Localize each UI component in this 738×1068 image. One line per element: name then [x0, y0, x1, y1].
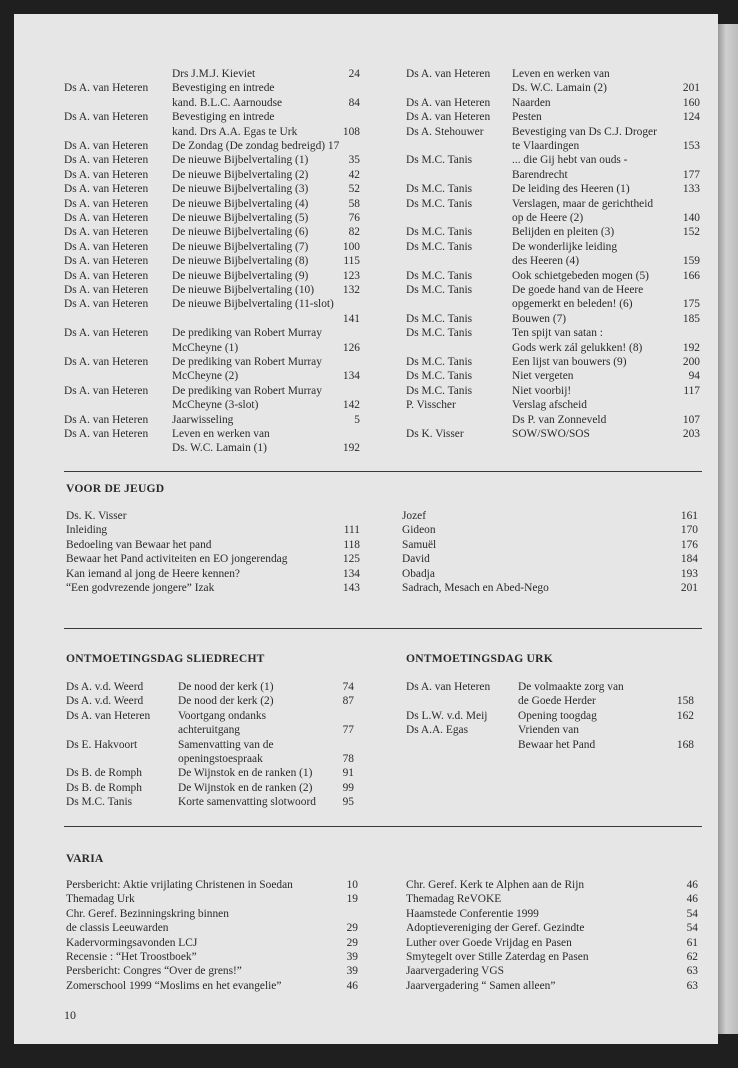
section-divider: [64, 826, 702, 827]
entry-page: 54: [686, 907, 698, 920]
entry-title: Zomerschool 1999 “Moslims en het evangelie”: [66, 979, 282, 992]
entry-title: Kadervormingsavonden LCJ: [66, 936, 198, 949]
entry-title: Ook schietgebeden mogen (5): [512, 269, 649, 282]
entry-title: Naarden: [512, 96, 551, 109]
entry-title: Bevestiging en intrede: [172, 82, 275, 95]
section-heading-jeugd: VOOR DE JEUGD: [66, 482, 165, 495]
entry-page: 170: [680, 524, 698, 537]
entry-title: De Zondag (De zondag bedreigd) 17: [172, 140, 340, 152]
entry-title: Een lijst van bouwers (9): [512, 356, 627, 368]
entry-title: Opening toogdag: [518, 709, 597, 722]
entry-page: 77: [342, 724, 354, 737]
entry-page: 87: [342, 695, 354, 708]
entry-author: Ds M.C. Tanis: [406, 269, 473, 282]
entry-title: Korte samenvatting slotwoord: [178, 796, 316, 809]
entry-title: Bouwen (7): [512, 312, 567, 325]
entry-title: McCheyne (2): [172, 370, 239, 383]
entry-title: Samuël: [402, 538, 437, 551]
entry-page: 124: [682, 111, 700, 124]
entry-title: De nood der kerk (2): [178, 695, 274, 708]
entry-author: Ds M.C. Tanis: [66, 796, 133, 809]
entry-title: Adoptievereniging der Geref. Gezindte: [406, 922, 585, 935]
entry-title: Leven en werken van: [172, 428, 270, 440]
entry-title: De nieuwe Bijbelvertaling (5): [172, 212, 309, 224]
entry-page: 176: [680, 538, 698, 551]
entry-author: Ds M.C. Tanis: [406, 183, 473, 196]
entry-title: De nieuwe Bijbelvertaling (9): [172, 269, 309, 282]
entry-author: Ds A. van Heteren: [64, 140, 149, 152]
entry-title: Leven en werken van: [512, 68, 610, 80]
entry-title: Obadja: [402, 567, 435, 580]
entry-title: Verslagen, maar de gerichtheid: [512, 197, 654, 210]
entry-author: Ds K. Visser: [406, 428, 464, 440]
entry-author: P. Visscher: [406, 399, 456, 412]
entry-author: Ds A. van Heteren: [64, 240, 149, 253]
entry-author: Ds A. van Heteren: [64, 428, 149, 440]
entry-author: Ds M.C. Tanis: [406, 327, 473, 340]
entry-title: de Goede Herder: [518, 695, 596, 708]
entry-title: De prediking van Robert Murray: [172, 384, 322, 397]
entry-page: 10: [346, 879, 358, 891]
entry-title: De nieuwe Bijbelvertaling (10): [172, 284, 315, 296]
entry-title: Chr. Geref. Bezinningskring binnen: [66, 907, 229, 920]
entry-author: Ds A. van Heteren: [66, 709, 151, 722]
entry-page: 24: [348, 68, 360, 80]
entry-page: 185: [682, 312, 700, 325]
entry-page: 159: [682, 255, 700, 268]
entry-title: Chr. Geref. Kerk te Alphen aan de Rijn: [406, 879, 585, 891]
entry-author: Ds A. van Heteren: [64, 255, 149, 268]
entry-author: Ds A. van Heteren: [406, 96, 491, 109]
entry-title: Ten spijt van satan :: [512, 327, 603, 340]
entry-title: Sadrach, Mesach en Abed-Nego: [402, 582, 549, 594]
entry-title: De nieuwe Bijbelvertaling (4): [172, 197, 309, 210]
entry-title: “Een godvrezende jongere” Izak: [66, 582, 215, 594]
entry-title: Jaarvergadering “ Samen alleen”: [406, 979, 556, 992]
entry-page: 94: [688, 370, 700, 383]
entry-page: 76: [348, 212, 360, 224]
entry-page: 29: [346, 936, 358, 949]
entry-title: Themadag ReVOKE: [406, 893, 502, 906]
entry-author: Ds A. van Heteren: [406, 681, 491, 693]
entry-title: kand. Drs A.A. Egas te Urk: [172, 125, 298, 138]
entry-page: 78: [342, 753, 354, 765]
section-divider: [64, 628, 702, 629]
entry-author: Ds M.C. Tanis: [406, 312, 473, 325]
entry-title: Bewaar het Pand activiteiten en EO jongerendag: [66, 553, 288, 566]
entry-author: Ds M.C. Tanis: [406, 356, 473, 368]
entry-author: Ds A. van Heteren: [64, 111, 149, 124]
entry-page: 35: [348, 154, 360, 167]
entry-page: 193: [680, 567, 698, 580]
entry-page: 91: [342, 767, 354, 780]
entry-page: 111: [343, 524, 360, 537]
entry-author: Ds A. van Heteren: [64, 82, 149, 95]
entry-title: De Wijnstok en de ranken (1): [178, 767, 313, 780]
entry-title: De goede hand van de Heere: [512, 284, 644, 296]
entry-page: 161: [680, 510, 698, 522]
entry-page: 82: [348, 226, 360, 239]
entry-title: De nieuwe Bijbelvertaling (6): [172, 226, 309, 239]
entry-title: de classis Leeuwarden: [66, 922, 169, 935]
entry-page: 192: [682, 341, 700, 354]
entry-page: 99: [342, 781, 354, 794]
entry-author: Ds A. v.d. Weerd: [66, 695, 144, 708]
entry-title: des Heeren (4): [512, 255, 580, 268]
entry-title: Pesten: [512, 111, 542, 124]
entry-page: 19: [346, 893, 358, 906]
entry-page: 46: [686, 893, 698, 906]
entry-page: 143: [342, 582, 360, 594]
entry-title: kand. B.L.C. Aarnoudse: [172, 96, 283, 109]
entry-title: Inleiding: [66, 524, 108, 537]
entry-title: De volmaakte zorg van: [518, 681, 624, 693]
entry-title: Smytegelt over Stille Zaterdag en Pasen: [406, 951, 589, 963]
entry-page: 42: [348, 168, 360, 181]
page-number: 10: [64, 1008, 76, 1022]
entry-page: 74: [342, 681, 354, 693]
entry-author: Ds B. de Romph: [66, 767, 142, 780]
entry-page: 200: [682, 356, 700, 368]
entry-title: Gideon: [402, 524, 436, 537]
entry-page: 134: [342, 370, 360, 383]
entry-title: Persbericht: Congres “Over de grens!”: [66, 965, 242, 978]
entry-title: Bevestiging en intrede: [172, 111, 275, 124]
entry-author: Ds A. van Heteren: [64, 154, 149, 167]
entry-author: Ds A. Stehouwer: [406, 125, 484, 138]
entry-page: 39: [346, 965, 358, 978]
entry-title: De prediking van Robert Murray: [172, 327, 322, 340]
entry-title: Ds. K. Visser: [66, 510, 127, 522]
section-divider: [64, 471, 702, 472]
entry-author: Ds A.A. Egas: [406, 724, 469, 737]
entry-title: Belijden en pleiten (3): [512, 226, 615, 239]
entry-author: Ds M.C. Tanis: [406, 370, 473, 383]
entry-page: 201: [680, 582, 698, 594]
entry-page: 29: [346, 922, 358, 935]
entry-title: Barendrecht: [512, 168, 568, 181]
entry-title: Kan iemand al jong de Heere kennen?: [66, 567, 240, 580]
entry-title: Verslag afscheid: [512, 399, 587, 412]
entry-page: 95: [342, 796, 354, 809]
entry-author: Ds B. de Romph: [66, 781, 142, 794]
entry-page: 166: [682, 269, 700, 282]
entry-author: Ds A. van Heteren: [64, 197, 149, 210]
entry-author: Ds M.C. Tanis: [406, 154, 473, 167]
entry-page: 175: [682, 298, 700, 311]
entry-page: 117: [683, 384, 700, 397]
entry-title: De nieuwe Bijbelvertaling (1): [172, 154, 309, 167]
entry-title: Bevestiging van Ds C.J. Droger: [512, 125, 657, 138]
entry-title: De nieuwe Bijbelvertaling (3): [172, 183, 309, 196]
entry-author: Ds M.C. Tanis: [406, 240, 473, 253]
section-heading-urk: ONTMOETINGSDAG URK: [406, 652, 553, 665]
section-heading-sliedrecht: ONTMOETINGSDAG SLIEDRECHT: [66, 652, 265, 665]
entry-page: 201: [682, 82, 700, 95]
entry-page: 158: [676, 695, 694, 708]
entry-title: Themadag Urk: [66, 893, 135, 906]
entry-title: openingstoespraak: [178, 753, 263, 765]
entry-author: Ds A. van Heteren: [64, 298, 149, 311]
entry-page: 107: [682, 413, 700, 426]
entry-title: Bewaar het Pand: [518, 738, 596, 751]
entry-author: Ds A. van Heteren: [64, 356, 149, 368]
entry-page: 134: [342, 567, 360, 580]
entry-title: Persbericht: Aktie vrijlating Christenen in Soedan: [66, 879, 293, 891]
entry-page: 142: [342, 399, 360, 412]
entry-title: Niet voorbij!: [512, 384, 572, 397]
entry-author: Ds E. Hakvoort: [66, 738, 138, 751]
entry-title: Samenvatting van de: [178, 738, 274, 751]
entry-author: Ds A. van Heteren: [406, 111, 491, 124]
entry-title: De nood der kerk (1): [178, 681, 274, 693]
section-heading-varia: VARIA: [66, 852, 104, 865]
entry-title: De prediking van Robert Murray: [172, 356, 322, 368]
entry-page: 63: [686, 979, 698, 992]
entry-page: 160: [682, 96, 700, 109]
entry-page: 62: [686, 951, 698, 963]
entry-page: 140: [682, 212, 700, 224]
entry-title: Recensie : “Het Troostboek”: [66, 951, 197, 963]
entry-title: De leiding des Heeren (1): [512, 183, 630, 196]
entry-title: ... die Gij hebt van ouds -: [512, 154, 628, 167]
entry-page: 152: [682, 226, 700, 239]
entry-title: op de Heere (2): [512, 212, 584, 224]
entry-page: 177: [682, 168, 700, 181]
entry-page: 141: [342, 312, 360, 325]
entry-page: 126: [342, 341, 360, 354]
entry-title: De nieuwe Bijbelvertaling (8): [172, 255, 309, 268]
entry-page: 61: [686, 936, 698, 949]
entry-page: 52: [348, 183, 360, 196]
entry-title: Drs J.M.J. Kieviet: [172, 68, 256, 80]
entry-title: Gods werk zál gelukken! (8): [512, 341, 643, 354]
entry-title: Luther over Goede Vrijdag en Pasen: [406, 936, 572, 949]
entry-page: 192: [342, 442, 360, 455]
entry-page: 5: [354, 413, 360, 426]
entry-author: Ds M.C. Tanis: [406, 197, 473, 210]
entry-page: 58: [348, 197, 360, 210]
entry-title: David: [402, 553, 430, 566]
entry-page: 46: [346, 979, 358, 992]
entry-page: 46: [686, 879, 698, 891]
entry-page: 162: [676, 709, 694, 722]
entry-title: De wonderlijke leiding: [512, 240, 618, 253]
entry-page: 63: [686, 965, 698, 978]
entry-author: Ds M.C. Tanis: [406, 284, 473, 296]
entry-title: Vrienden van: [518, 724, 579, 737]
entry-title: Voortgang ondanks: [178, 709, 267, 722]
entry-page: 100: [342, 240, 360, 253]
entry-title: Bedoeling van Bewaar het pand: [66, 538, 212, 551]
entry-title: Jaarwisseling: [172, 413, 234, 426]
entry-author: Ds M.C. Tanis: [406, 384, 473, 397]
entry-title: SOW/SWO/SOS: [512, 428, 590, 440]
entry-title: McCheyne (1): [172, 341, 239, 354]
entry-author: Ds A. van Heteren: [406, 68, 491, 80]
entry-author: Ds L.W. v.d. Meij: [406, 709, 488, 722]
entry-page: 123: [342, 269, 360, 282]
entry-author: Ds M.C. Tanis: [406, 226, 473, 239]
entry-page: 132: [342, 284, 360, 296]
entry-page: 115: [343, 255, 360, 268]
entry-page: 39: [346, 951, 358, 963]
entry-title: opgemerkt en beleden! (6): [512, 298, 633, 311]
entry-page: 125: [342, 553, 360, 566]
entry-page: 133: [682, 183, 700, 196]
entry-title: Ds. W.C. Lamain (1): [172, 442, 267, 455]
entry-page: 168: [676, 738, 694, 751]
entry-author: Ds A. van Heteren: [64, 327, 149, 340]
entry-author: Ds A. van Heteren: [64, 212, 149, 224]
entry-page: 108: [342, 125, 360, 138]
entry-title: De nieuwe Bijbelvertaling (7): [172, 240, 309, 253]
entry-author: Ds A. van Heteren: [64, 226, 149, 239]
entry-author: Ds A. van Heteren: [64, 284, 149, 296]
entry-title: Niet vergeten: [512, 370, 574, 383]
entry-page: 84: [348, 96, 360, 109]
page-edge: [718, 24, 738, 1034]
entry-page: 153: [682, 140, 700, 152]
entry-page: 203: [682, 428, 700, 440]
entry-author: Ds A. van Heteren: [64, 168, 149, 181]
entry-author: Ds A. van Heteren: [64, 384, 149, 397]
entry-title: De nieuwe Bijbelvertaling (2): [172, 168, 309, 181]
entry-title: De nieuwe Bijbelvertaling (11-slot): [172, 298, 334, 311]
entry-page: 118: [343, 538, 360, 551]
entry-title: De Wijnstok en de ranken (2): [178, 781, 313, 794]
entry-title: McCheyne (3-slot): [172, 399, 259, 412]
entry-title: achteruitgang: [178, 724, 240, 737]
entry-author: Ds A. v.d. Weerd: [66, 681, 144, 693]
entry-page: 54: [686, 922, 698, 935]
entry-title: Ds. W.C. Lamain (2): [512, 82, 607, 95]
entry-title: Ds P. van Zonneveld: [512, 413, 607, 426]
entry-title: te Vlaardingen: [512, 140, 580, 152]
entry-page: 184: [680, 553, 698, 566]
entry-title: Jozef: [402, 510, 427, 522]
entry-author: Ds A. van Heteren: [64, 269, 149, 282]
entry-title: Jaarvergadering VGS: [406, 965, 504, 978]
entry-author: Ds A. van Heteren: [64, 413, 149, 426]
entry-author: Ds A. van Heteren: [64, 183, 149, 196]
entry-title: Haamstede Conferentie 1999: [406, 907, 539, 920]
